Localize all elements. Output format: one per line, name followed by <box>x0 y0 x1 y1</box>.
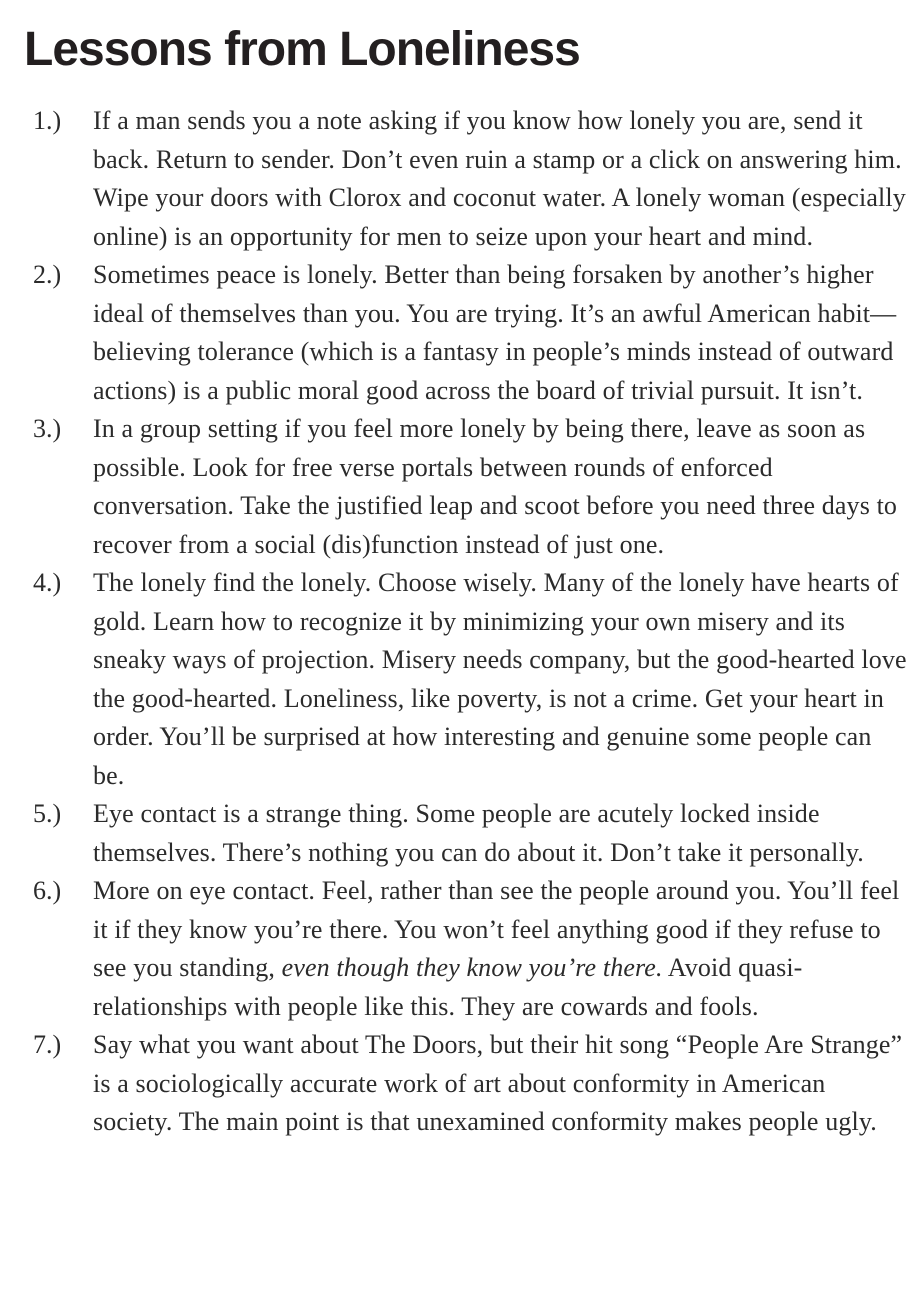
list-item-text <box>93 1026 917 1142</box>
list-item <box>0 795 917 872</box>
list-item-number: 1.) <box>33 106 62 135</box>
list-item <box>0 410 917 564</box>
list-item-text <box>93 872 917 1026</box>
text-segment: Eye contact is a strange thing. Some people are acutely locked inside themselves. There’s nothing you can do about it. Don’t take it personally. <box>93 799 864 867</box>
list-item-number: 2.) <box>33 260 62 289</box>
list-item-text <box>93 795 917 872</box>
text-segment: The lonely find the lonely. Choose wisely. Many of the lonely have hearts of gold. Learn how to recognize it by minimizing your own misery and its sneaky ways of projection. Misery needs company, but the good-hearted love the good-hearted. Loneliness, like poverty, is not a crime. Get your heart in order. You’ll be surprised at how interesting and genuine some people can be. <box>93 568 907 790</box>
list-item-number: 6.) <box>33 876 62 905</box>
list-item-text <box>93 564 917 795</box>
lessons-list <box>0 102 917 1142</box>
list-item <box>0 564 917 795</box>
text-segment: If a man sends you a note asking if you know how lonely you are, send it back. Return to sender. Don’t even ruin a stamp or a click on answering him. Wipe your doors with Clorox and coconut water. A lonely woman (especially online) is an opportunity for men to seize upon your heart and mind. <box>93 106 906 251</box>
list-item-text <box>93 102 917 256</box>
list-item <box>0 102 917 256</box>
list-item-number: 5.) <box>33 799 62 828</box>
list-item <box>0 1026 917 1142</box>
list-item <box>0 256 917 410</box>
page-title: Lessons from Loneliness <box>24 23 580 76</box>
text-segment: In a group setting if you feel more lonely by being there, leave as soon as possible. Look for free verse portals between rounds of enforced conversation. Take the justified leap and scoot before you need three days to recover from a social (dis)function instead of just one. <box>93 414 898 559</box>
list-item-number: 4.) <box>33 568 62 597</box>
text-segment: More on eye contact. Feel, rather than see the people around you. You’ll feel it if they know you’re there. You won’t feel anything good if they refuse to see you standing, <box>93 876 900 982</box>
text-segment: Sometimes peace is lonely. Better than being forsaken by another’s higher ideal of themselves than you. You are trying. It’s an awful American habit—believing tolerance (which is a fantasy in people’s minds instead of outward actions) is a public moral good across the board of trivial pursuit. It isn’t. <box>93 260 897 405</box>
italic-text-segment: even though they know you’re there. <box>281 953 663 982</box>
text-segment: Say what you want about The Doors, but their hit song “People Are Strange” is a sociologically accurate work of art about conformity in American society. The main point is that unexamined conformity makes people ugly. <box>93 1030 903 1136</box>
list-item-number: 3.) <box>33 414 62 443</box>
list-item-text <box>93 410 917 564</box>
list-item-text <box>93 256 917 410</box>
list-item <box>0 872 917 1026</box>
text-segment: Avoid quasi-relationships with people like this. They are cowards and fools. <box>93 953 803 1021</box>
list-item-number: 7.) <box>33 1030 62 1059</box>
